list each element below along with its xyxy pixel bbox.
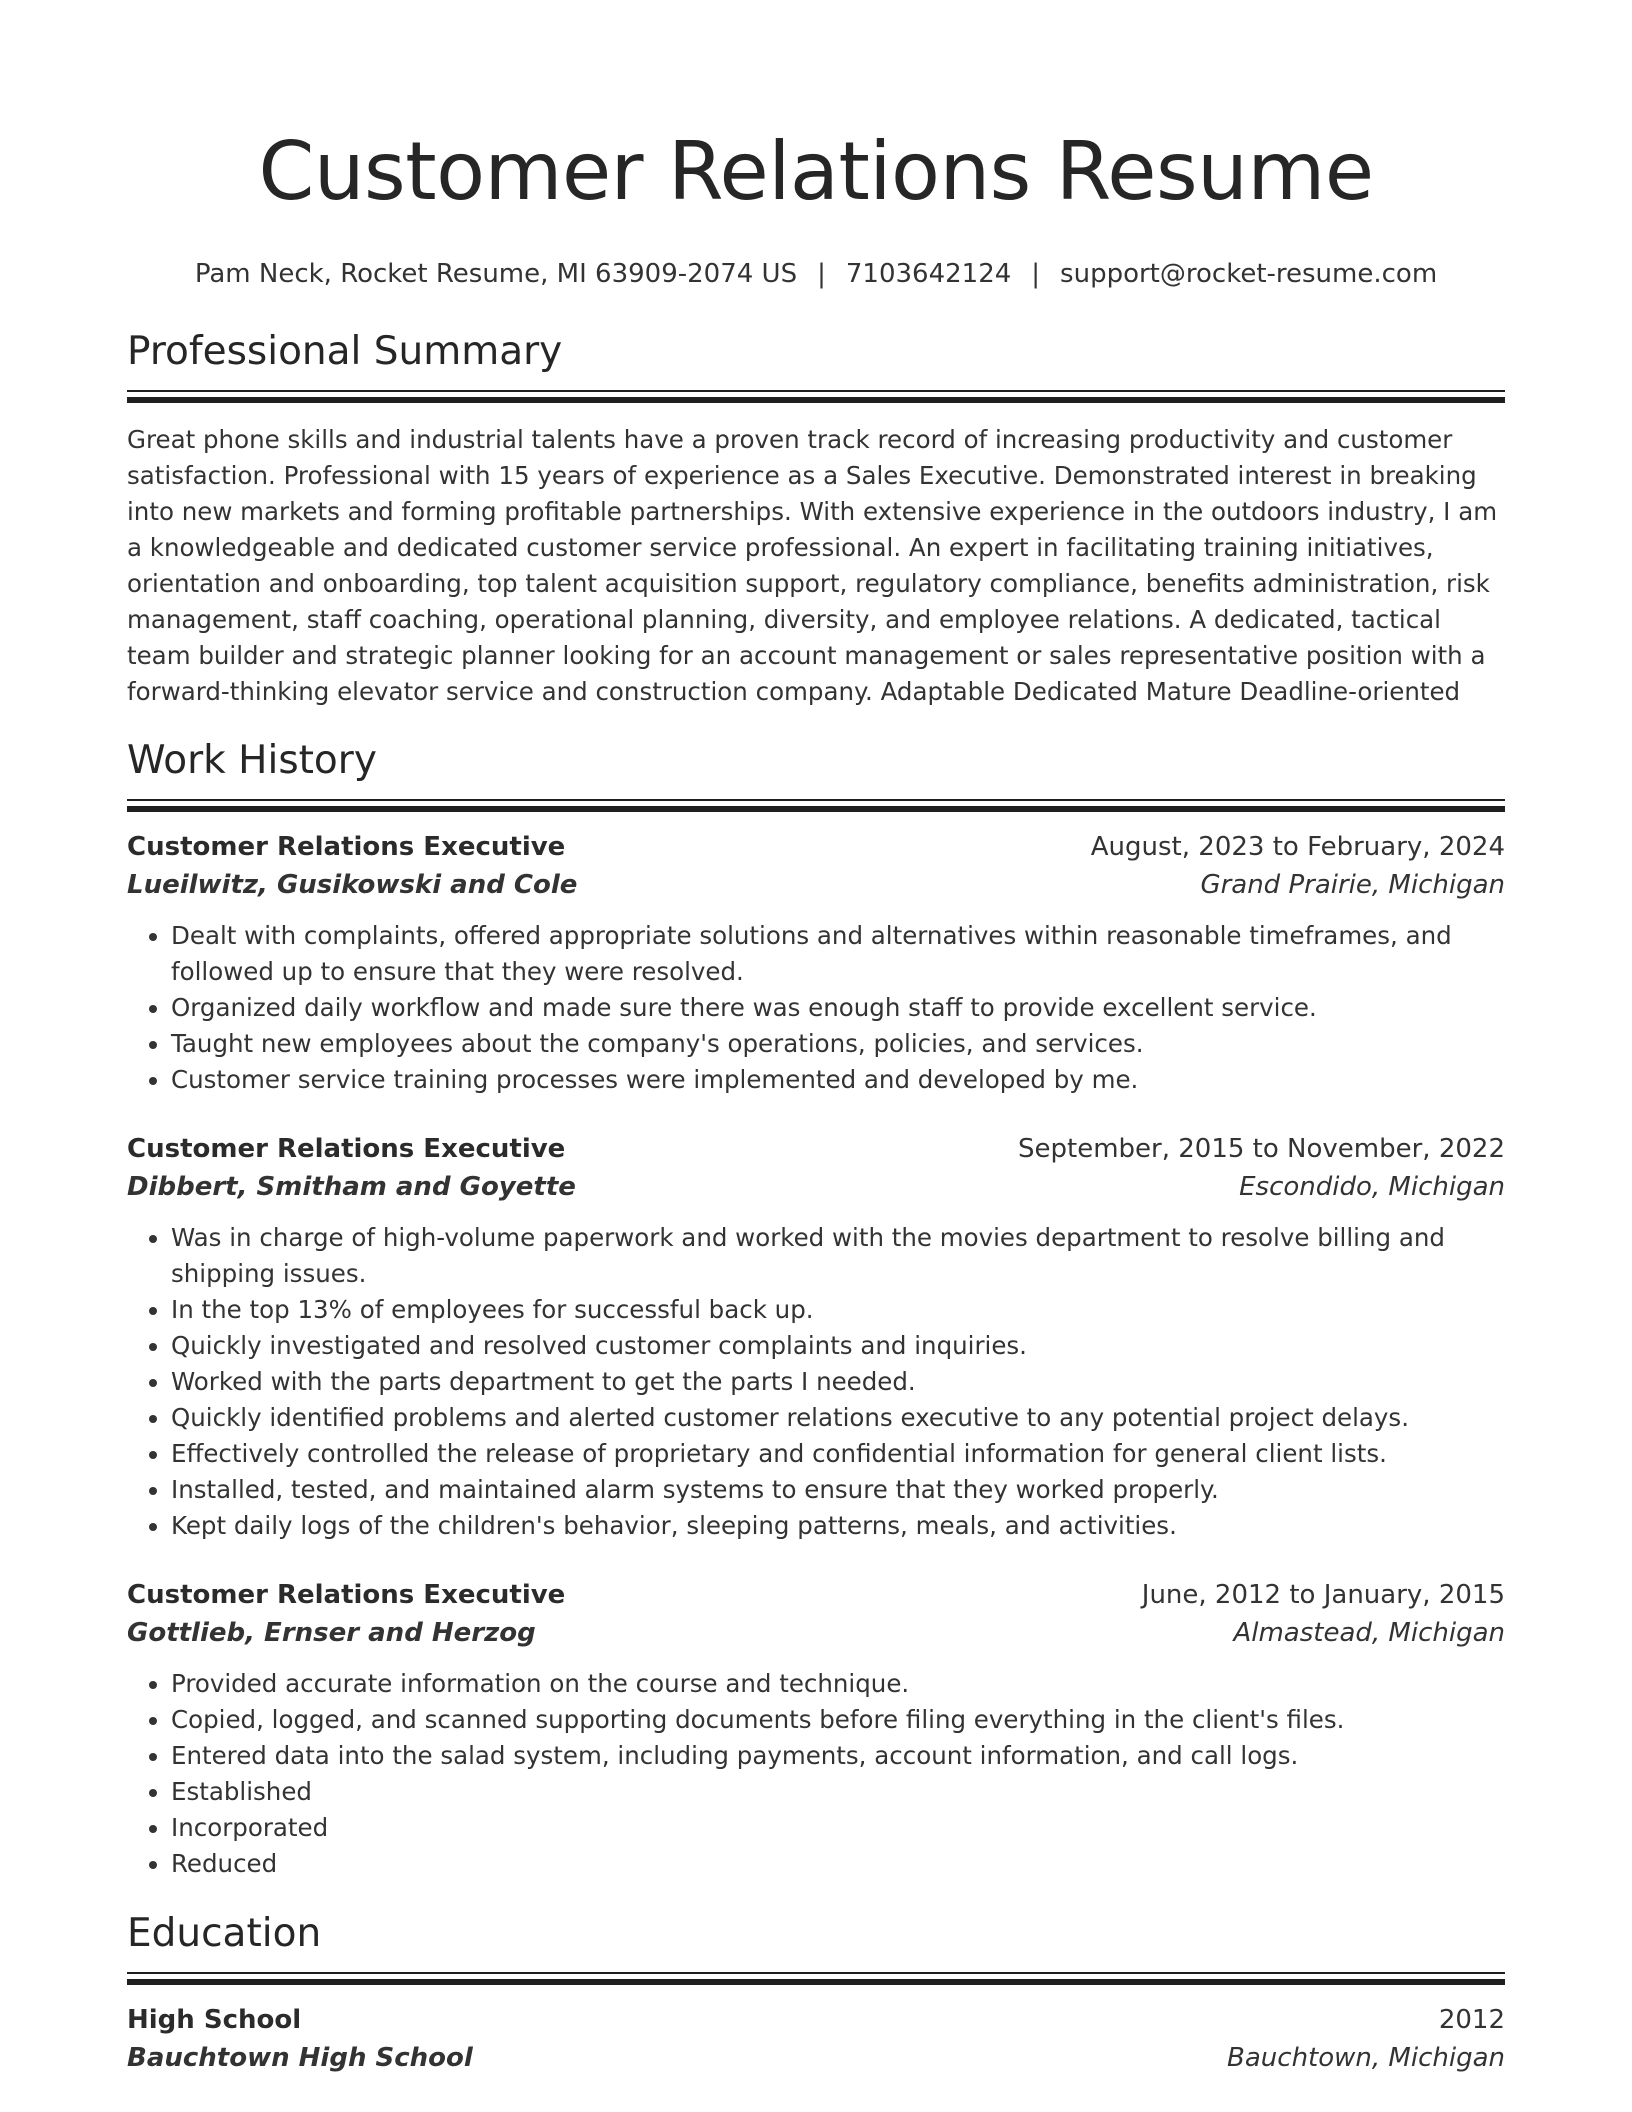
list-item: • Quickly investigated and resolved customer complaints and inquiries.	[171, 1328, 1505, 1364]
contact-phone: 7103642124	[845, 259, 1012, 289]
job-bullets	[127, 1220, 1505, 1544]
job-title: Customer Relations Executive	[127, 1580, 566, 1610]
work-heading: Work History	[127, 738, 377, 783]
list-item: • Was in charge of high-volume paperwork and worked with the movies department to resolve billing and shipping issues.	[171, 1220, 1505, 1292]
summary-text: Great phone skills and industrial talents have a proven track record of increasing productivity and customer satisfaction. Professional with 15 years of experience as a Sales Executive. Demonstrated interest in breaking into new markets and forming profitable partnerships. With extensive experience in the outdoors industry, I am a knowledgeable and dedicated customer service professional. An expert in facilitating training initiatives, orientation and onboarding, top talent acquisition support, regulatory compliance, benefits administration, risk management, staff coaching, operational planning, diversity, and employee relations. A dedicated, tactical team builder and strategic planner looking for an account management or sales representative position with a forward-thinking elevator service and construction company. Adaptable Dedicated Mature Deadline-oriented	[127, 425, 1498, 706]
list-item: • Dealt with complaints, offered appropriate solutions and alternatives within reasonable timeframes, and followed up to ensure that they were resolved.	[171, 918, 1505, 990]
education-year: 2012	[1438, 2005, 1505, 2035]
contact-email: support@rocket-resume.com	[1060, 259, 1438, 289]
job-dates: June, 2012 to January, 2015	[1141, 1580, 1505, 1610]
list-item: • Provided accurate information on the course and technique.	[171, 1666, 1505, 1702]
section-divider	[127, 390, 1505, 403]
job-company: Dibbert, Smitham and Goyette	[127, 1172, 576, 1202]
list-item: • Copied, logged, and scanned supporting documents before filing everything in the client's files.	[171, 1702, 1505, 1738]
education-entry	[127, 2001, 1505, 2077]
job-dates: August, 2023 to February, 2024	[1090, 832, 1505, 862]
contact-separator: |	[817, 259, 826, 289]
list-item: • Reduced	[171, 1846, 1505, 1882]
education-location: Bauchtown, Michigan	[1227, 2043, 1505, 2073]
section-divider	[127, 1972, 1505, 1985]
job-entry	[127, 1130, 1505, 1544]
list-item: • Established	[171, 1774, 1505, 1810]
job-entry	[127, 1576, 1505, 1882]
education-heading: Education	[127, 1911, 322, 1956]
contact-line	[127, 258, 1505, 290]
list-item: • In the top 13% of employees for successful back up.	[171, 1292, 1505, 1328]
list-item: • Worked with the parts department to get the parts I needed.	[171, 1364, 1505, 1400]
section-divider	[127, 799, 1505, 812]
job-title: Customer Relations Executive	[127, 832, 566, 862]
list-item: • Taught new employees about the company's operations, policies, and services.	[171, 1026, 1505, 1062]
summary-section	[127, 328, 1505, 710]
job-company: Lueilwitz, Gusikowski and Cole	[127, 870, 578, 900]
education-section	[127, 1910, 1505, 2077]
education-degree: High School	[127, 2005, 302, 2035]
list-item: • Kept daily logs of the children's behavior, sleeping patterns, meals, and activities.	[171, 1508, 1505, 1544]
job-company: Gottlieb, Ernser and Herzog	[127, 1618, 536, 1648]
job-bullets	[127, 1666, 1505, 1882]
job-location: Almastead, Michigan	[1233, 1618, 1505, 1648]
contact-address: Pam Neck, Rocket Resume, MI 63909-2074 US	[194, 259, 798, 289]
job-location: Escondido, Michigan	[1239, 1172, 1505, 1202]
summary-heading: Professional Summary	[127, 329, 563, 374]
list-item: • Customer service training processes were implemented and developed by me.	[171, 1062, 1505, 1098]
contact-separator: |	[1031, 259, 1041, 289]
resume-title: Customer Relations Resume	[258, 125, 1374, 218]
list-item: • Entered data into the salad system, including payments, account information, and call logs.	[171, 1738, 1505, 1774]
list-item: • Organized daily workflow and made sure there was enough staff to provide excellent service.	[171, 990, 1505, 1026]
list-item: • Effectively controlled the release of proprietary and confidential information for general client lists.	[171, 1436, 1505, 1472]
job-bullets	[127, 918, 1505, 1098]
list-item: • Quickly identified problems and alerted customer relations executive to any potential project delays.	[171, 1400, 1505, 1436]
job-location: Grand Prairie, Michigan	[1200, 870, 1505, 900]
list-item: • Incorporated	[171, 1810, 1505, 1846]
work-section	[127, 737, 1505, 1882]
job-title: Customer Relations Executive	[127, 1134, 566, 1164]
list-item: • Installed, tested, and maintained alarm systems to ensure that they worked properly.	[171, 1472, 1505, 1508]
job-entry	[127, 828, 1505, 1098]
job-dates: September, 2015 to November, 2022	[1018, 1134, 1505, 1164]
education-school: Bauchtown High School	[127, 2043, 473, 2073]
